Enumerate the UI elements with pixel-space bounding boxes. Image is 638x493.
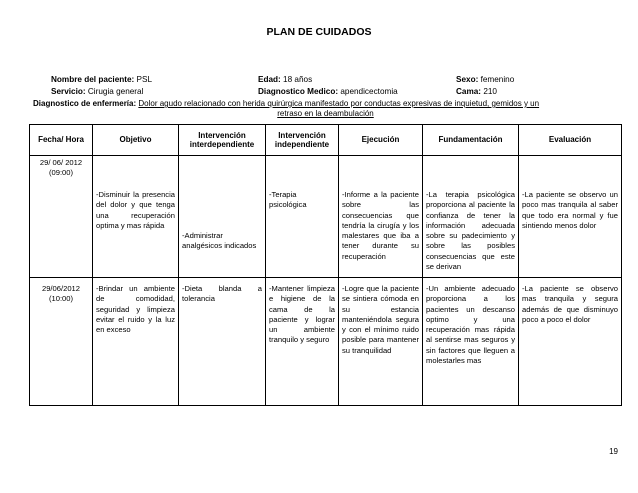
table-row [30,156,622,278]
medical-diagnosis-value: apendicectomia [340,87,398,96]
patient-service-value: Cirugia general [87,87,144,96]
row-date [30,278,93,406]
header-interdependent: Intervención interdependiente [179,125,266,156]
patient-age-label: Edad: [258,75,281,84]
medical-diagnosis [258,87,398,96]
row-execution: -Logre que la paciente se sintiera cómoda en su estancia manteniéndola segura y con el mínimo ruido posible para mantener su tranquilidad [339,278,423,406]
patient-service [51,87,143,96]
patient-age [258,75,312,84]
nursing-diagnosis-label: Diagnostico de enfermería: [33,99,137,108]
header-independent: Intervención independiente [266,125,339,156]
row-objective: -Brindar un ambiente de comodidad, seguridad y limpieza evitar el ruido y la luz en exceso [93,278,179,406]
nursing-diagnosis-continued [33,109,618,119]
patient-name-value: PSL [136,75,153,84]
row-evaluation: -La paciente se observo mas tranquila y segura además de que disminuyo poco a poco el dolor [519,278,622,406]
row-interdependent [179,156,266,278]
care-plan-table [29,124,622,406]
row-independent: -Mantener limpieza e higiene de la cama de la paciente y lograr un ambiente tranquilo y seguro [266,278,339,406]
nursing-diagnosis-text-line2: retraso en la deambulación [277,109,374,118]
patient-age-value: 18 años [283,75,313,84]
row-date [30,156,93,278]
row-interdependent: -Dieta blanda a tolerancia [179,278,266,406]
header-evaluation: Evaluación [519,125,622,156]
patient-sex-value: femenino [480,75,515,84]
row-rationale: -La terapia psicológica proporciona al paciente la confianza de tener la información adecuada sobre su padecimiento y sobre las posibles consecuencias que este se derivan [423,156,519,278]
row-date-value: 29/ 06/ 2012 [39,158,83,167]
row-interdependent-text: -Administrar analgésicos indicados [182,231,257,251]
row-independent: -Terapia psicológica [266,156,339,278]
header-rationale: Fundamentación [423,125,519,156]
header-execution: Ejecución [339,125,423,156]
row-time-value: (10:00) [48,294,74,304]
row-date-value: 29/06/2012 [41,284,80,293]
patient-bed-label: Cama: [456,87,482,96]
page-title: PLAN DE CUIDADOS [266,26,372,38]
patient-service-label: Servicio: [51,87,86,96]
patient-name [51,75,152,84]
table-header-row [30,125,622,156]
row-rationale: -Un ambiente adecuado proporciona a los pacientes un descanso optimo y una recuperación mas rápida al sentirse mas seguros y sin factores que lleguen a molestarles mas [423,278,519,406]
nursing-diagnosis-text: Dolor agudo relacionado con herida quirúrgica manifestado por conductas expresivas de inquietud, gemidos y un [138,99,540,108]
header-date: Fecha/ Hora [30,125,93,156]
patient-name-label: Nombre del paciente: [51,75,135,84]
patient-sex-label: Sexo: [456,75,479,84]
table-row [30,278,622,406]
page-number: 19 [609,447,618,456]
patient-bed-value: 210 [483,87,497,96]
row-objective: -Disminuir la presencia del dolor y que tenga una recuperación optima y mas rápida [93,156,179,278]
patient-sex [456,75,514,84]
header-objective: Objetivo [93,125,179,156]
nursing-diagnosis [33,99,618,109]
row-time-value: (09:00) [48,168,74,178]
row-execution: -Informe a la paciente sobre las consecuencias que tendría la cirugía y los malestares que iba a tener durante su recuperación [339,156,423,278]
row-evaluation: -La paciente se observo un poco mas tranquila al saber que todo era normal y fue sintiendo menos dolor [519,156,622,278]
medical-diagnosis-label: Diagnostico Medico: [258,87,339,96]
patient-bed [456,87,497,96]
